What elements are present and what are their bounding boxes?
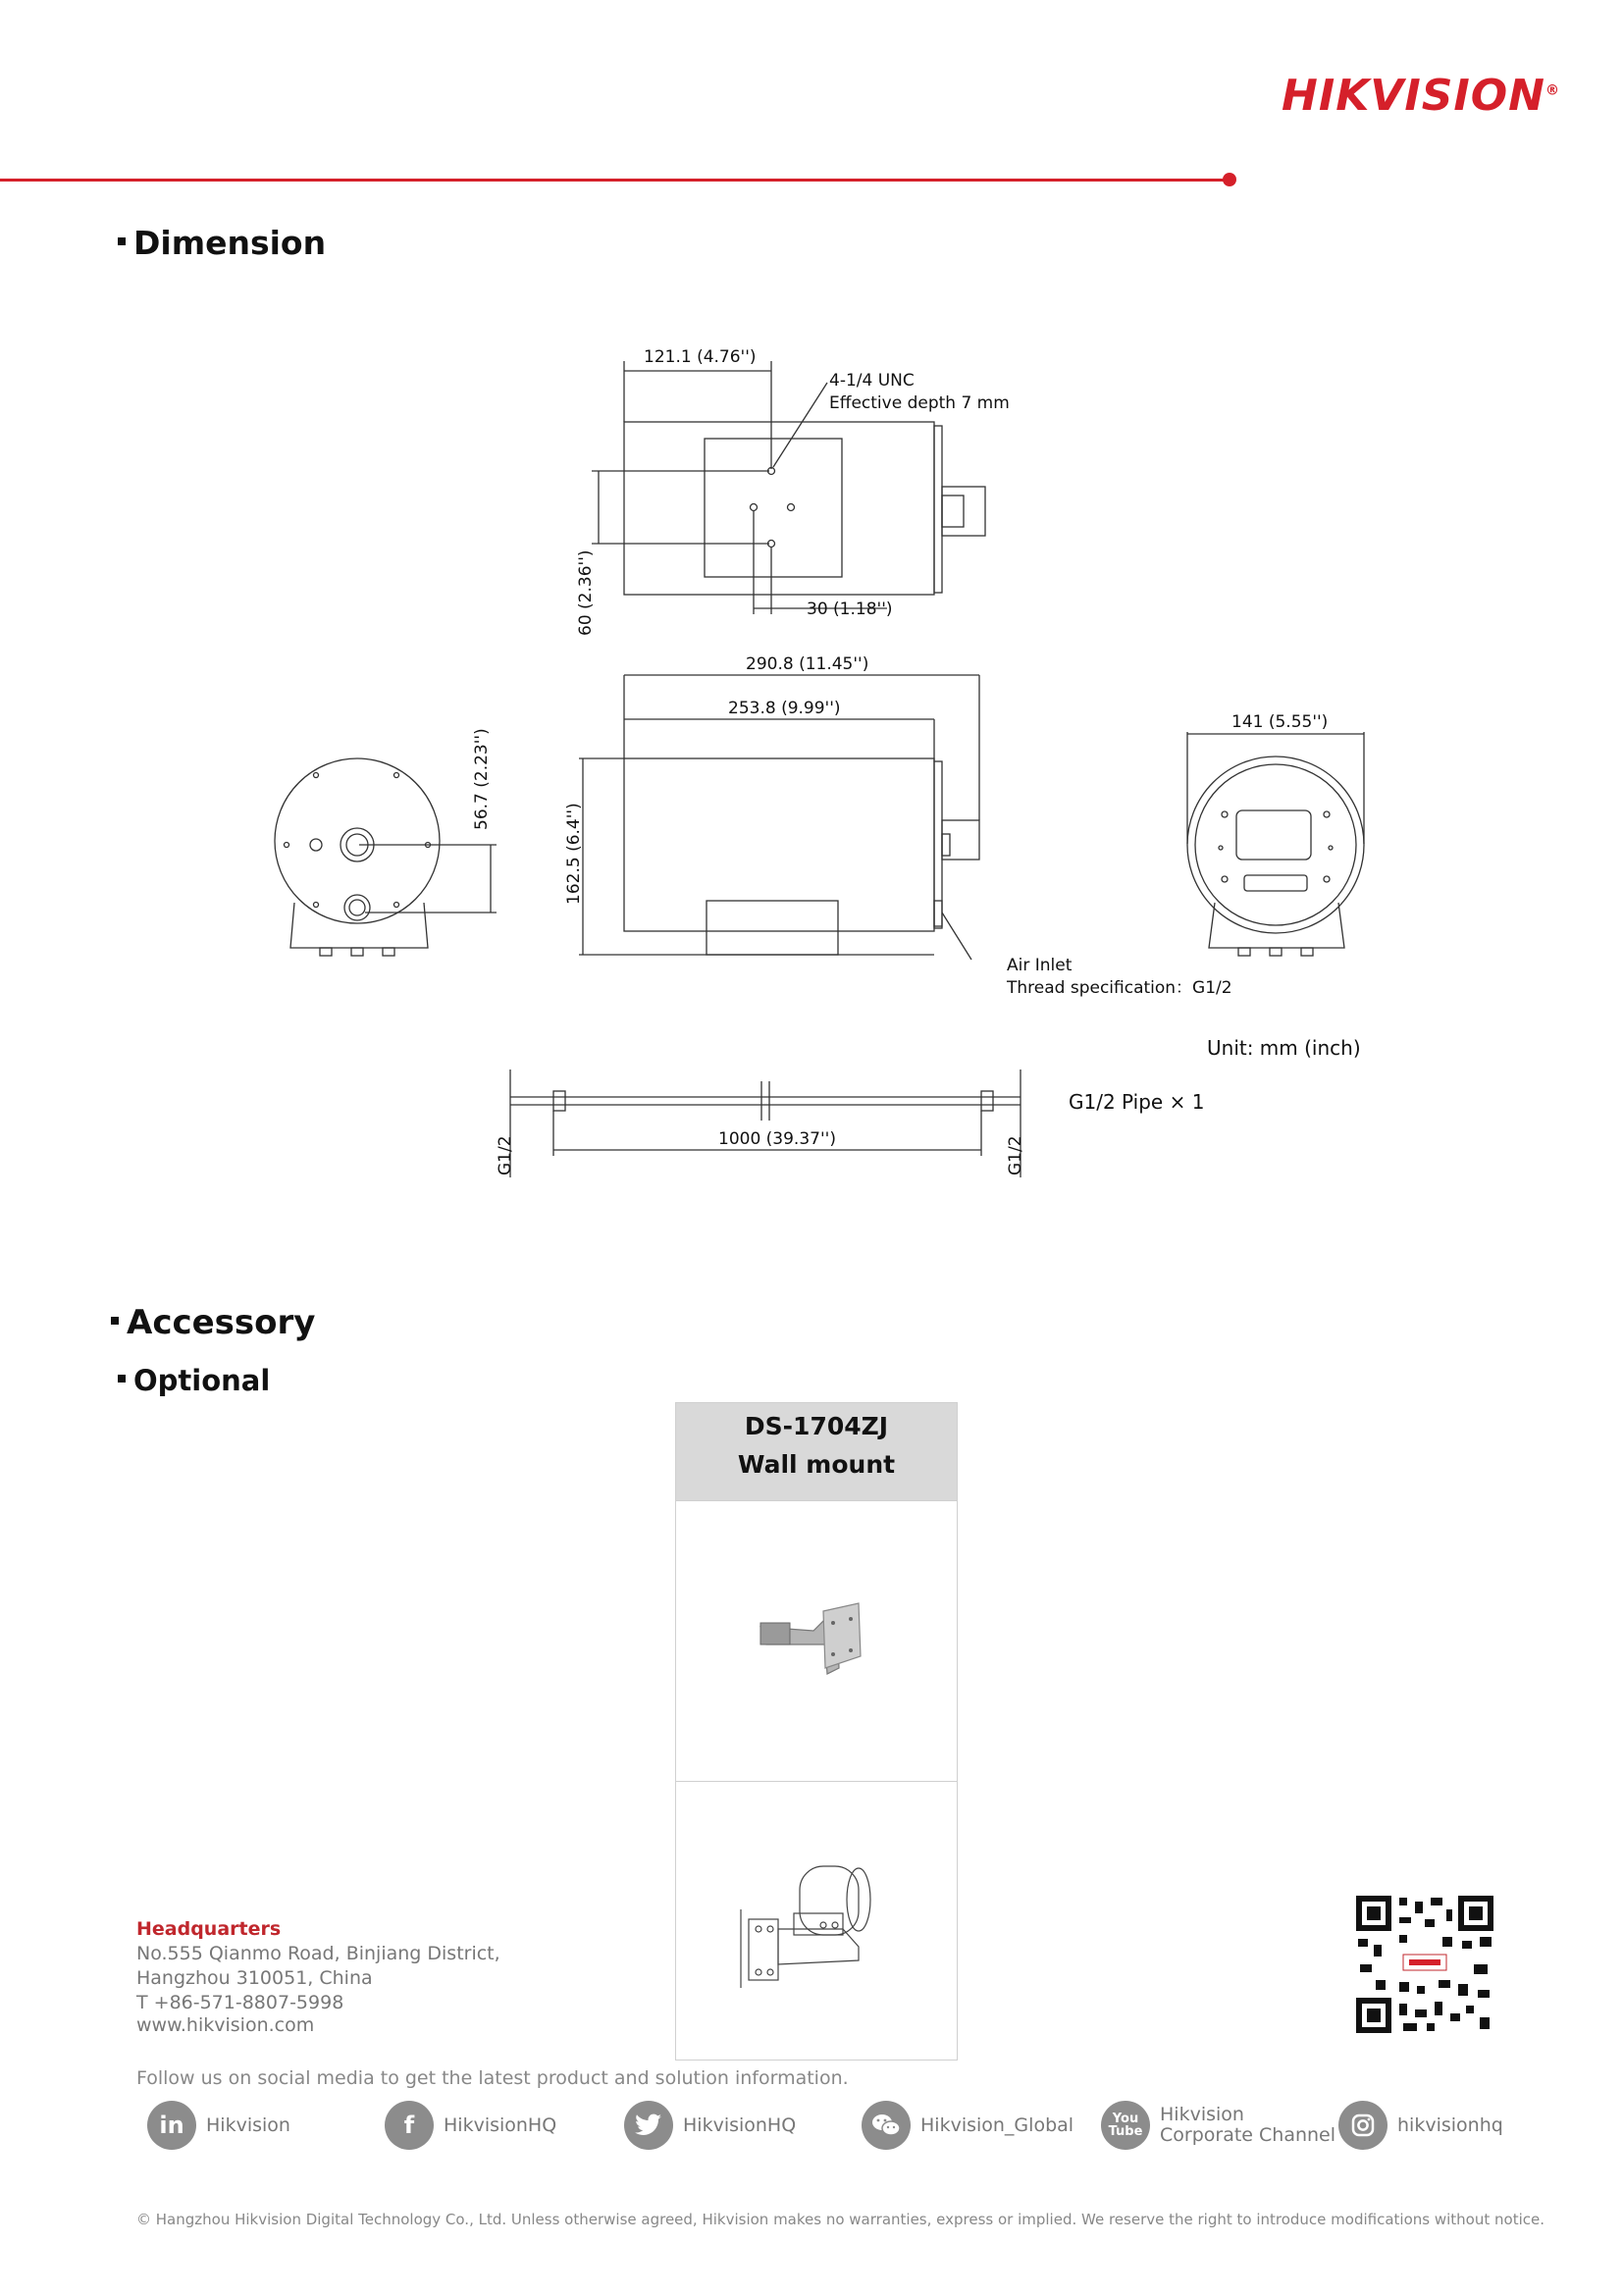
dim-thread: 4-1/4 UNC: [829, 371, 915, 391]
social-linkedin-label: Hikvision: [206, 2113, 290, 2136]
wall-mount-image: [676, 1501, 957, 1781]
dim-pipe-length: 1000 (39.37''): [718, 1129, 836, 1149]
wall-mount-drawing: [676, 1781, 957, 2060]
hq-title: Headquarters: [136, 1918, 282, 1940]
facebook-icon: f: [385, 2101, 434, 2150]
top-view-plate: [705, 439, 842, 577]
social-wechat-label: Hikvision_Global: [920, 2113, 1074, 2136]
hq-address-1: No.555 Qianmo Road, Binjiang District,: [136, 1943, 500, 1964]
social-linkedin[interactable]: [147, 2098, 290, 2153]
dim-total-length: 290.8 (11.45''): [746, 654, 869, 674]
dim-front-width: 141 (5.55''): [1231, 712, 1329, 732]
social-facebook-label: HikvisionHQ: [444, 2113, 557, 2136]
social-youtube-label: [1160, 2105, 1335, 2146]
dim-thread-depth: Effective depth 7 mm: [829, 393, 1010, 413]
pipe-end-left: G1/2: [496, 1135, 515, 1175]
wall-mount-photo: [676, 1500, 957, 1781]
dim-top-height: 60 (2.36''): [576, 549, 596, 636]
dim-hole-spacing: 30 (1.18''): [807, 600, 893, 619]
bullet-icon: [111, 1317, 119, 1325]
social-wechat[interactable]: [862, 2098, 1073, 2153]
bullet-icon: [118, 1375, 126, 1383]
hq-address-2: Hangzhou 310051, China: [136, 1967, 373, 1989]
unit-label: Unit: mm (inch): [1207, 1036, 1361, 1060]
accessory-heading: Accessory: [111, 1303, 315, 1342]
accessory-table: [675, 1402, 958, 2061]
linkedin-icon: in: [147, 2101, 196, 2150]
hq-website[interactable]: www.hikvision.com: [136, 2014, 315, 2036]
youtube-icon: You Tube: [1101, 2101, 1150, 2150]
social-twitter[interactable]: [624, 2098, 796, 2153]
social-intro: Follow us on social media to get the latest product and solution information.: [136, 2067, 849, 2089]
social-youtube-label-line2: Corporate Channel: [1160, 2124, 1336, 2146]
dim-body-height: 162.5 (6.4''): [564, 803, 584, 905]
wechat-icon: [862, 2101, 911, 2150]
optional-heading: Optional: [118, 1364, 270, 1397]
twitter-icon: [624, 2101, 673, 2150]
instagram-icon: [1338, 2101, 1387, 2150]
wall-mount-line-drawing: [676, 1782, 957, 2060]
pipe-end-right: G1/2: [1006, 1135, 1025, 1175]
dimension-heading: Dimension: [118, 224, 326, 262]
air-inlet-label: Air Inlet: [1007, 956, 1073, 975]
rear-view-circle: [275, 758, 440, 923]
dim-rear-height: 56.7 (2.23''): [472, 728, 492, 830]
dim-top-width: 121.1 (4.76''): [644, 347, 757, 367]
social-youtube[interactable]: [1101, 2098, 1335, 2153]
thread-spec-label: Thread specification：G1/2: [1007, 978, 1232, 998]
social-twitter-label: HikvisionHQ: [683, 2113, 797, 2136]
social-facebook[interactable]: [385, 2098, 556, 2153]
pipe-label: G1/2 Pipe × 1: [1069, 1090, 1205, 1114]
social-youtube-label-line1: Hikvision: [1160, 2104, 1244, 2125]
hikvision-logo: HIKVISION®: [1282, 71, 1561, 121]
accessory-name: Wall mount: [737, 1450, 896, 1479]
side-view-body: [624, 758, 934, 931]
hq-phone: T +86-571-8807-5998: [136, 1992, 344, 2013]
top-view-body: [624, 422, 934, 595]
accessory-model: DS-1704ZJ: [744, 1412, 889, 1440]
social-instagram[interactable]: [1338, 2098, 1503, 2153]
qr-code: [1356, 1896, 1493, 2033]
dim-body-length: 253.8 (9.99''): [728, 699, 841, 718]
copyright-footer: © Hangzhou Hikvision Digital Technology Co., Ltd. Unless otherwise agreed, Hikvision makes no warranties, express or implied. We reserve the right to introduce modifications without notice.: [136, 2211, 1544, 2228]
social-instagram-label: hikvisionhq: [1397, 2113, 1503, 2136]
accessory-header: [676, 1403, 957, 1500]
